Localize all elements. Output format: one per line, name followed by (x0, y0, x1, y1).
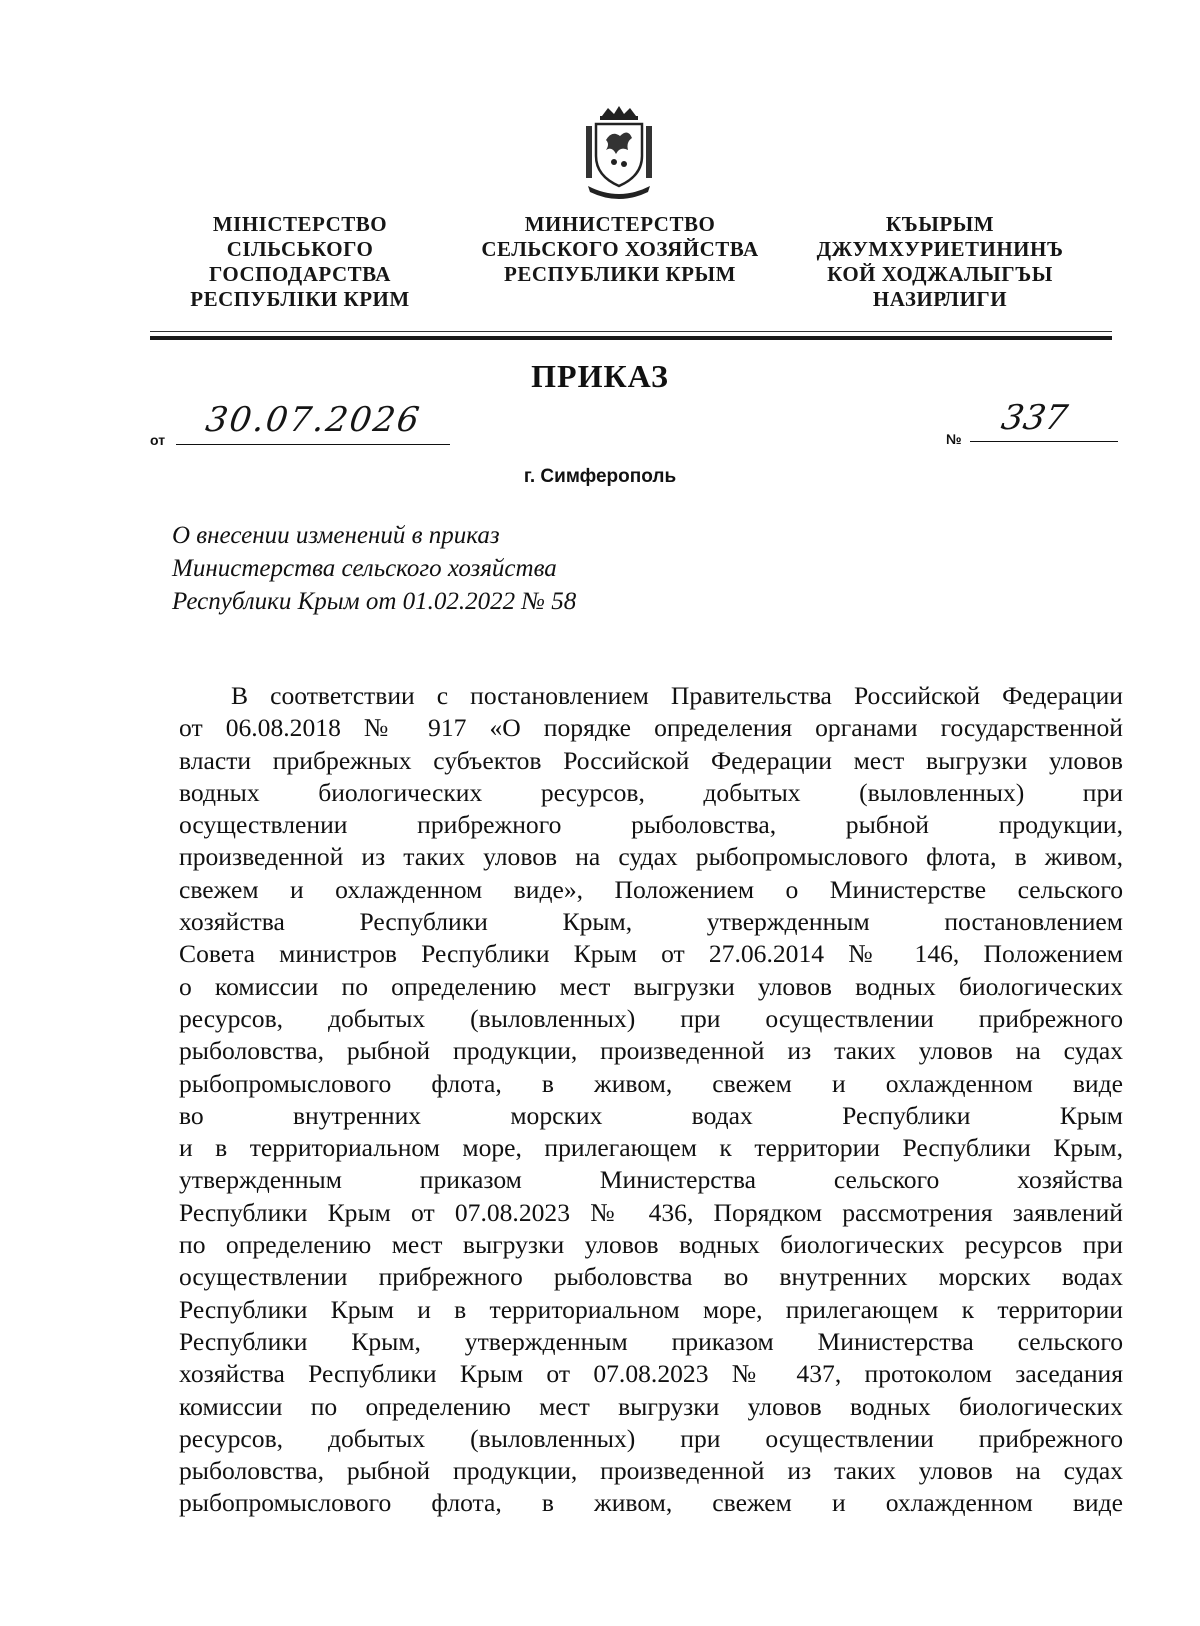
body-line: Республики Крым, утвержденным приказом Министерства сельского (179, 1326, 1123, 1356)
body-line: и в территориальном море, прилегающем к территории Республики Крым, (179, 1133, 1123, 1163)
header-divider-thick (150, 336, 1112, 340)
body-line: во внутренних морских водах Республики Крым (179, 1100, 1123, 1130)
handwritten-number: 337 (998, 398, 1071, 438)
header-line: НАЗИРЛИГИ (872, 287, 1008, 311)
date-underline (176, 444, 450, 445)
body-line: хозяйства Республики Крым от 07.08.2023 № 437, протоколом заседания (179, 1359, 1123, 1389)
body-line: Республики Крым от 07.08.2023 № 436, Порядком рассмотрения заявлений (179, 1197, 1123, 1227)
order-body (179, 680, 1123, 1520)
body-line: рыбопромыслового флота, в живом, свежем и охлажденном виде (179, 1068, 1123, 1098)
coat-of-arms-emblem (582, 106, 656, 202)
body-line: от 06.08.2018 № 917 «О порядке определения органами государственной (179, 713, 1123, 743)
header-divider-thin (150, 331, 1112, 332)
body-line: ресурсов, добытых (выловленных) при осуществлении прибрежного (179, 1423, 1123, 1453)
body-line: рыболовства, рыбной продукции, произведенной из таких уловов на судах (179, 1456, 1123, 1486)
body-line: Совета министров Республики Крым от 27.06.2014 № 146, Положением (179, 939, 1123, 969)
document-title: ПРИКАЗ (531, 358, 669, 394)
date-label: от (150, 432, 166, 448)
header-line: КЪЫРЫМ (885, 212, 995, 236)
handwritten-date: 30.07.2026 (203, 400, 424, 440)
header-russian (470, 212, 770, 287)
subject-line: О внесении изменений в приказ (172, 522, 500, 549)
body-line: Республики Крым и в территориальном море, прилегающем к территории (179, 1294, 1123, 1324)
body-line: водных биологических ресурсов, добытых (выловленных) при (179, 777, 1123, 807)
body-line: о комиссии по определению мест выгрузки уловов водных биологических (179, 971, 1123, 1001)
body-line: осуществлении прибрежного рыболовства, рыбной продукции, (179, 810, 1123, 840)
number-label: № (946, 431, 962, 447)
header-line: РЕСПУБЛИКИ КРЫМ (504, 262, 736, 286)
header-line: КОЙ ХОДЖАЛЫГЪЫ (827, 262, 1053, 286)
subject-line: Министерства сельского хозяйства (172, 555, 557, 582)
body-line: хозяйства Республики Крым, утвержденным постановлением (179, 907, 1123, 937)
body-line: утвержденным приказом Министерства сельского хозяйства (179, 1165, 1123, 1195)
body-line: свежем и охлажденном виде», Положением о Министерстве сельского (179, 874, 1123, 904)
body-line: произведенной из таких уловов на судах рыбопромыслового флота, в живом, (179, 842, 1123, 872)
order-subject (172, 519, 576, 618)
header-ukrainian (170, 212, 430, 312)
body-line: власти прибрежных субъектов Российской Федерации мест выгрузки уловов (179, 745, 1123, 775)
header-line: МИНИСТЕРСТВО (524, 212, 716, 236)
body-line: ресурсов, добытых (выловленных) при осуществлении прибрежного (179, 1003, 1123, 1033)
body-line: В соответствии с постановлением Правительства Российской Федерации (231, 681, 1123, 710)
header-line: СЕЛЬСКОГО ХОЗЯЙСТВА (481, 237, 759, 261)
body-line: комиссии по определению мест выгрузки уловов водных биологических (179, 1391, 1123, 1421)
body-line: рыбопромыслового флота, в живом, свежем и охлажденном виде (179, 1488, 1123, 1518)
header-line: СІЛЬСЬКОГО (226, 237, 374, 261)
number-underline (970, 441, 1118, 442)
header-line: ДЖУМХУРИЕТИНИНЪ (816, 237, 1064, 261)
header-crimean-tatar (810, 212, 1070, 312)
header-line: ГОСПОДАРСТВА (209, 262, 391, 286)
body-line: рыболовства, рыбной продукции, произведенной из таких уловов на судах (179, 1036, 1123, 1066)
header-line: РЕСПУБЛІКИ КРИМ (190, 287, 410, 311)
subject-line: Республики Крым от 01.02.2022 № 58 (172, 588, 577, 615)
city-line: г. Симферополь (523, 466, 677, 487)
body-line: по определению мест выгрузки уловов водных биологических ресурсов при (179, 1230, 1123, 1260)
body-line: осуществлении прибрежного рыболовства во внутренних морских водах (179, 1262, 1123, 1292)
header-line: МІНІСТЕРСТВО (212, 212, 388, 236)
